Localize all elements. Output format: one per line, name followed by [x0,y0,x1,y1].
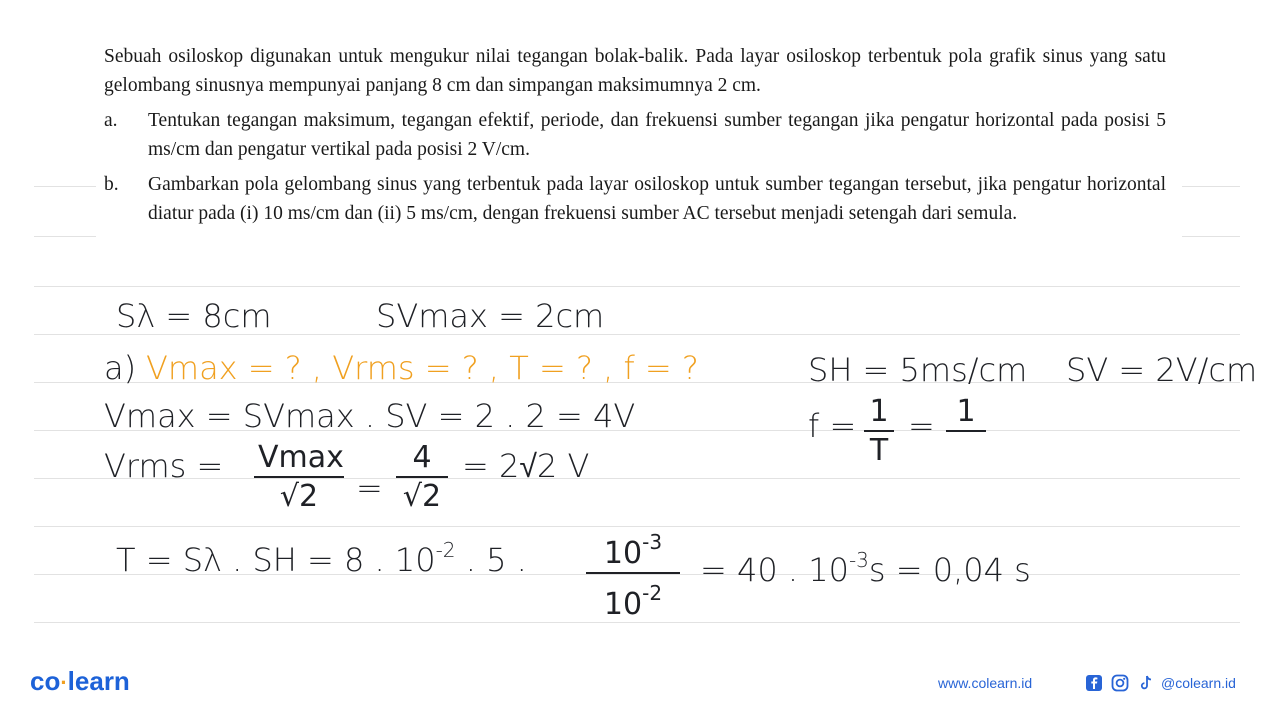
item-text: Tentukan tegangan maksimum, tegangan efektif, periode, dan frekuensi sumber tegangan jika pengatur horizontal pada posisi 5 ms/cm dan pengatur vertikal pada posisi 2 V/cm. [148,110,1166,160]
logo-dot: · [60,670,68,695]
period-final: s = 0,04 s [868,551,1031,589]
problem-statement [104,42,1166,228]
vrms-lhs: Vrms = [104,447,224,485]
item-label: a. [104,110,118,131]
problem-item-b [104,170,1166,228]
facebook-icon[interactable] [1085,674,1103,692]
fraction-numerator: 1 [956,394,976,429]
period-mid: = 40 . 10 [700,551,849,589]
part-a-asked: Vmax = ? , Vrms = ? , T = ? , f = ? [146,349,699,387]
given-max-deflection: SVmax = 2cm [376,297,605,335]
frequency-result-fraction [946,394,986,432]
denominator-base: 10 [603,587,643,622]
ruled-line [34,236,96,237]
frequency-fraction [864,394,894,470]
ruled-line [34,186,96,187]
fraction-bar [946,430,986,432]
ruled-line [1182,236,1240,237]
fraction-numerator: 4 [412,440,432,475]
fraction-numerator [586,524,680,572]
instagram-icon[interactable] [1111,674,1129,692]
ruled-line [1182,186,1240,187]
vertical-setting: SV = 2V/cm [1066,351,1258,389]
fraction-denominator: T [869,433,889,468]
period-result [700,540,1031,590]
part-a-label: a) [104,349,137,387]
horizontal-setting: SH = 5ms/cm [808,351,1028,389]
tiktok-icon[interactable] [1137,674,1155,692]
item-label: b. [104,174,119,195]
logo-co: co [30,666,61,696]
fraction-denominator: √2 [279,479,319,514]
exponent: -3 [848,548,869,572]
social-handle[interactable]: @colearn.id [1161,675,1236,691]
exponent: -2 [642,581,663,605]
fraction-numerator: 1 [869,394,889,429]
period-multiply: . 5 . [465,541,527,579]
colearn-logo [30,666,130,697]
exponent: -2 [435,538,456,562]
problem-item-a [104,106,1166,164]
ruled-line [34,286,1240,287]
logo-learn: learn [67,666,130,696]
problem-intro: Sebuah osiloskop digunakan untuk mengukur nilai tegangan bolak-balik. Pada layar osiloskop terbentuk pola grafik sinus yang satu gelombang sinusnya mempunyai panjang 8 cm dan simpangan maksimumnya 2 cm. [104,46,1166,96]
website-link[interactable]: www.colearn.id [938,675,1033,691]
frequency-lhs: f = [808,407,857,445]
frequency-equals: = [908,407,935,445]
exponent: -3 [642,530,663,554]
given-wavelength: Sλ = 8cm [116,297,272,335]
numerator-base: 10 [603,536,643,571]
period-lhs [116,530,527,580]
vrms-equals: = [356,469,383,507]
fraction-denominator: √2 [402,479,442,514]
vrms-fraction-numeric [396,440,448,516]
vmax-calculation: Vmax = SVmax . SV = 2 . 2 = 4V [104,397,636,435]
vrms-fraction-symbolic [254,440,344,516]
fraction-denominator [586,574,680,624]
period-fraction [586,524,680,624]
period-expression: T = Sλ . SH = 8 . 10 [116,541,436,579]
fraction-numerator: Vmax [258,440,344,475]
vrms-result: = 2√2 V [462,447,590,485]
item-text: Gambarkan pola gelombang sinus yang terbentuk pada layar osiloskop untuk sumber tegangan tersebut, jika pengatur horizontal diatur pada (i) 10 ms/cm dan (ii) 5 ms/cm, dengan frekuensi sumber AC tersebut menjadi setengah dari semula. [148,174,1166,224]
